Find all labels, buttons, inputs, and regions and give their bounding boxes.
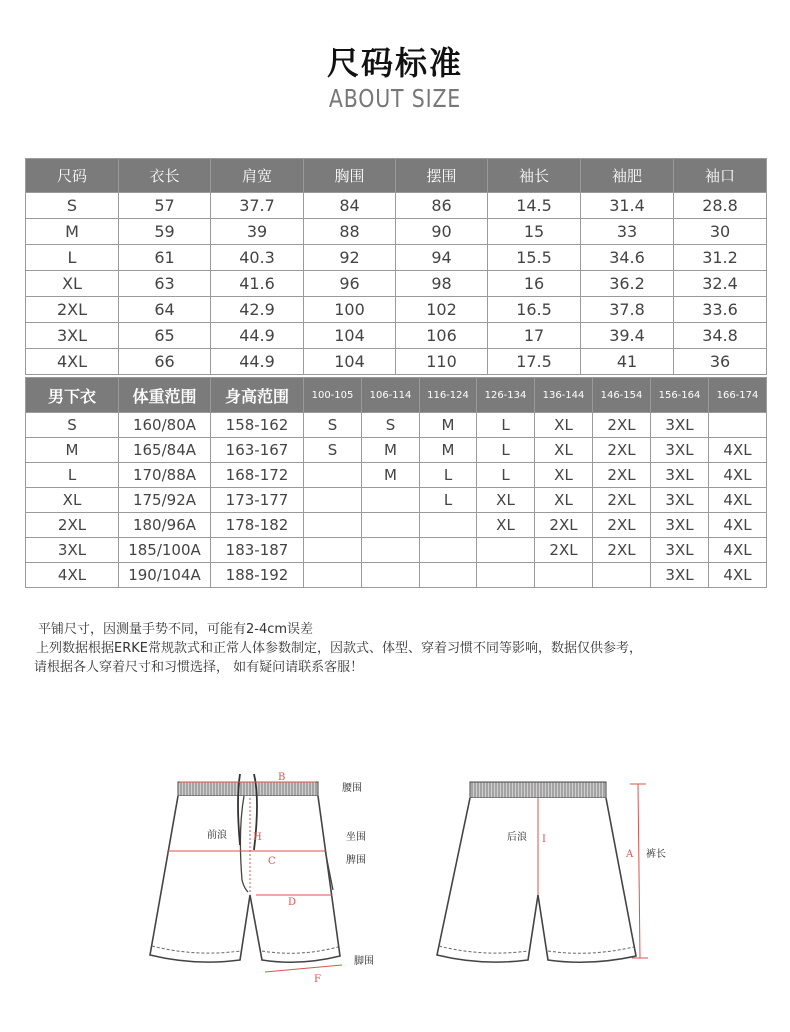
table-cell: 2XL — [593, 413, 651, 438]
note-line-1: 平铺尺寸，因测量手势不同，可能有2-4cm误差 — [38, 622, 314, 637]
fit-table-header-cell: 146-154 — [593, 378, 651, 413]
table-cell: 88 — [304, 219, 396, 245]
thigh-label: 脾围 — [346, 855, 366, 866]
table-cell: 36 — [674, 349, 767, 375]
table-cell: 183-187 — [211, 538, 304, 563]
table-cell: 175/92A — [119, 488, 211, 513]
table-cell: 15.5 — [488, 245, 581, 271]
table-row — [26, 463, 767, 488]
table-cell: 2XL — [593, 538, 651, 563]
size-table-header — [26, 159, 767, 193]
table-row — [26, 297, 767, 323]
size-chart-table — [25, 158, 767, 375]
fit-table-header — [26, 378, 767, 413]
table-cell: L — [420, 488, 477, 513]
table-cell: 4XL — [709, 563, 767, 588]
table-cell — [535, 563, 593, 588]
table-cell — [420, 513, 477, 538]
marker-a: A — [626, 849, 634, 860]
table-cell: 190/104A — [119, 563, 211, 588]
table-cell — [304, 563, 362, 588]
table-cell: 4XL — [709, 488, 767, 513]
table-cell: 14.5 — [488, 193, 581, 219]
table-cell: XL — [535, 413, 593, 438]
table-cell: 57 — [119, 193, 211, 219]
table-cell — [362, 488, 420, 513]
table-cell: 2XL — [26, 513, 119, 538]
table-cell: 17.5 — [488, 349, 581, 375]
table-cell: 44.9 — [211, 349, 304, 375]
table-cell: 90 — [396, 219, 488, 245]
table-cell: 39 — [211, 219, 304, 245]
table-cell: 37.8 — [581, 297, 674, 323]
table-cell: 17 — [488, 323, 581, 349]
size-table-header-cell: 袖长 — [488, 159, 581, 193]
size-notes — [34, 620, 642, 677]
table-cell: 86 — [396, 193, 488, 219]
marker-f: F — [314, 974, 321, 985]
table-cell — [304, 488, 362, 513]
table-cell: 2XL — [535, 538, 593, 563]
table-cell: 180/96A — [119, 513, 211, 538]
table-cell: XL — [535, 463, 593, 488]
marker-i: I — [542, 834, 546, 845]
marker-b: B — [278, 772, 286, 783]
table-cell: 15 — [488, 219, 581, 245]
table-cell — [420, 538, 477, 563]
table-row — [26, 323, 767, 349]
table-cell: M — [420, 438, 477, 463]
front-shorts-outline — [150, 796, 340, 962]
table-cell: 30 — [674, 219, 767, 245]
table-cell: 2XL — [593, 438, 651, 463]
table-row — [26, 349, 767, 375]
table-cell: 106 — [396, 323, 488, 349]
table-cell: 44.9 — [211, 323, 304, 349]
table-cell: 37.7 — [211, 193, 304, 219]
table-cell: 59 — [119, 219, 211, 245]
table-cell: 104 — [304, 349, 396, 375]
table-cell: 61 — [119, 245, 211, 271]
table-cell: 16 — [488, 271, 581, 297]
size-table-header-cell: 衣长 — [119, 159, 211, 193]
back-shorts-outline — [437, 798, 636, 962]
table-cell: 34.8 — [674, 323, 767, 349]
front-rise-label: 前浪 — [207, 830, 227, 841]
fit-table-header-cell: 136-144 — [535, 378, 593, 413]
size-table-header-cell: 摆围 — [396, 159, 488, 193]
marker-c: C — [268, 856, 276, 867]
back-waistband — [470, 782, 606, 798]
table-cell: 3XL — [26, 538, 119, 563]
table-cell: L — [26, 245, 119, 271]
table-cell: 65 — [119, 323, 211, 349]
table-cell: 170/88A — [119, 463, 211, 488]
table-cell — [362, 538, 420, 563]
table-cell: 4XL — [709, 513, 767, 538]
table-cell: L — [26, 463, 119, 488]
leg-opening-label: 脚围 — [354, 956, 374, 967]
fit-table-header-cell: 126-134 — [477, 378, 535, 413]
table-cell: 2XL — [26, 297, 119, 323]
table-row — [26, 563, 767, 588]
table-row — [26, 219, 767, 245]
size-table-header-cell: 袖肥 — [581, 159, 674, 193]
note-line-2: 上列数据根据ERKE常规款式和正常人体参数制定，因款式、体型、穿着习惯不同等影响，数据仅供参考， — [36, 641, 642, 656]
table-row — [26, 488, 767, 513]
table-cell: 41 — [581, 349, 674, 375]
table-cell: 32.4 — [674, 271, 767, 297]
table-cell: 102 — [396, 297, 488, 323]
table-cell: XL — [535, 488, 593, 513]
table-cell: 36.2 — [581, 271, 674, 297]
table-cell: 3XL — [651, 488, 709, 513]
fit-table-header-cell: 156-164 — [651, 378, 709, 413]
table-cell: 3XL — [651, 538, 709, 563]
table-cell: 168-172 — [211, 463, 304, 488]
table-cell: 160/80A — [119, 413, 211, 438]
length-label: 裤长 — [646, 849, 666, 860]
table-cell: 110 — [396, 349, 488, 375]
page-title: 尺码标准 — [326, 44, 463, 82]
front-view — [150, 772, 374, 985]
table-cell: 39.4 — [581, 323, 674, 349]
table-row — [26, 513, 767, 538]
table-cell: 4XL — [709, 438, 767, 463]
table-cell: 42.9 — [211, 297, 304, 323]
size-table-header-cell: 肩宽 — [211, 159, 304, 193]
table-cell: 16.5 — [488, 297, 581, 323]
table-row — [26, 438, 767, 463]
size-table-header-cell: 尺码 — [26, 159, 119, 193]
table-cell: 3XL — [651, 438, 709, 463]
table-cell: 163-167 — [211, 438, 304, 463]
table-cell: 158-162 — [211, 413, 304, 438]
table-cell — [362, 563, 420, 588]
table-cell: 41.6 — [211, 271, 304, 297]
table-cell: 33 — [581, 219, 674, 245]
table-cell: 2XL — [593, 488, 651, 513]
table-cell: S — [362, 413, 420, 438]
back-view — [437, 782, 666, 962]
table-cell: 31.2 — [674, 245, 767, 271]
table-cell: 2XL — [593, 513, 651, 538]
table-cell: 4XL — [709, 538, 767, 563]
marker-d: D — [288, 897, 297, 908]
table-cell: 34.6 — [581, 245, 674, 271]
table-cell — [304, 463, 362, 488]
table-cell: 98 — [396, 271, 488, 297]
table-cell: 165/84A — [119, 438, 211, 463]
table-cell: 4XL — [26, 563, 119, 588]
table-cell: 66 — [119, 349, 211, 375]
waist-label: 腰围 — [342, 783, 362, 794]
table-row — [26, 271, 767, 297]
table-row — [26, 413, 767, 438]
table-cell: 40.3 — [211, 245, 304, 271]
table-cell: 185/100A — [119, 538, 211, 563]
table-cell — [362, 513, 420, 538]
table-cell: 173-177 — [211, 488, 304, 513]
table-cell: XL — [26, 271, 119, 297]
back-rise-label: 后浪 — [507, 832, 527, 843]
marker-h: H — [253, 832, 262, 843]
note-line-3: 请根据各人穿着尺寸和习惯选择， 如有疑问请联系客服！ — [34, 660, 364, 675]
fit-table-header-cell: 体重范围 — [119, 378, 211, 413]
table-row — [26, 193, 767, 219]
table-cell: 31.4 — [581, 193, 674, 219]
table-cell: XL — [477, 513, 535, 538]
table-cell — [477, 563, 535, 588]
table-cell: 4XL — [709, 463, 767, 488]
table-cell: L — [477, 463, 535, 488]
table-cell: 4XL — [26, 349, 119, 375]
table-cell: XL — [26, 488, 119, 513]
hip-label: 坐围 — [346, 832, 366, 843]
table-cell: M — [362, 463, 420, 488]
table-cell: M — [362, 438, 420, 463]
size-table-header-cell: 胸围 — [304, 159, 396, 193]
table-cell: 2XL — [593, 463, 651, 488]
table-row — [26, 245, 767, 271]
fit-table-header-cell: 116-124 — [420, 378, 477, 413]
fit-table-header-cell: 男下衣 — [26, 378, 119, 413]
shorts-measurement-diagram — [0, 760, 790, 1032]
fit-table-header-cell: 100-105 — [304, 378, 362, 413]
table-cell: S — [26, 413, 119, 438]
table-cell: 96 — [304, 271, 396, 297]
table-cell — [304, 538, 362, 563]
table-cell: 104 — [304, 323, 396, 349]
table-cell: 64 — [119, 297, 211, 323]
table-cell: 100 — [304, 297, 396, 323]
table-cell: 92 — [304, 245, 396, 271]
table-cell: 3XL — [651, 413, 709, 438]
table-cell: 33.6 — [674, 297, 767, 323]
fit-table-header-cell: 身高范围 — [211, 378, 304, 413]
table-cell — [304, 513, 362, 538]
table-cell: M — [26, 438, 119, 463]
table-cell: L — [420, 463, 477, 488]
table-cell: M — [26, 219, 119, 245]
fit-table-header-cell: 106-114 — [362, 378, 420, 413]
table-cell: 188-192 — [211, 563, 304, 588]
table-cell: M — [420, 413, 477, 438]
fit-table-header-cell: 166-174 — [709, 378, 767, 413]
table-cell: S — [26, 193, 119, 219]
table-cell — [709, 413, 767, 438]
table-cell: 94 — [396, 245, 488, 271]
table-cell: S — [304, 413, 362, 438]
fit-recommendation-table — [25, 377, 767, 588]
table-cell: 28.8 — [674, 193, 767, 219]
table-cell: 178-182 — [211, 513, 304, 538]
table-cell: 3XL — [26, 323, 119, 349]
table-cell: L — [477, 438, 535, 463]
table-cell: 3XL — [651, 563, 709, 588]
table-cell: XL — [477, 488, 535, 513]
table-cell: 3XL — [651, 513, 709, 538]
table-cell — [477, 538, 535, 563]
table-cell: S — [304, 438, 362, 463]
front-waistband — [178, 782, 318, 796]
size-table-header-cell: 袖口 — [674, 159, 767, 193]
page-subtitle: ABOUT SIZE — [328, 84, 462, 113]
table-cell: L — [477, 413, 535, 438]
table-row — [26, 538, 767, 563]
table-cell: XL — [535, 438, 593, 463]
table-cell: 3XL — [651, 463, 709, 488]
table-cell: 84 — [304, 193, 396, 219]
table-cell — [420, 563, 477, 588]
table-cell: 2XL — [535, 513, 593, 538]
table-cell — [593, 563, 651, 588]
table-cell: 63 — [119, 271, 211, 297]
